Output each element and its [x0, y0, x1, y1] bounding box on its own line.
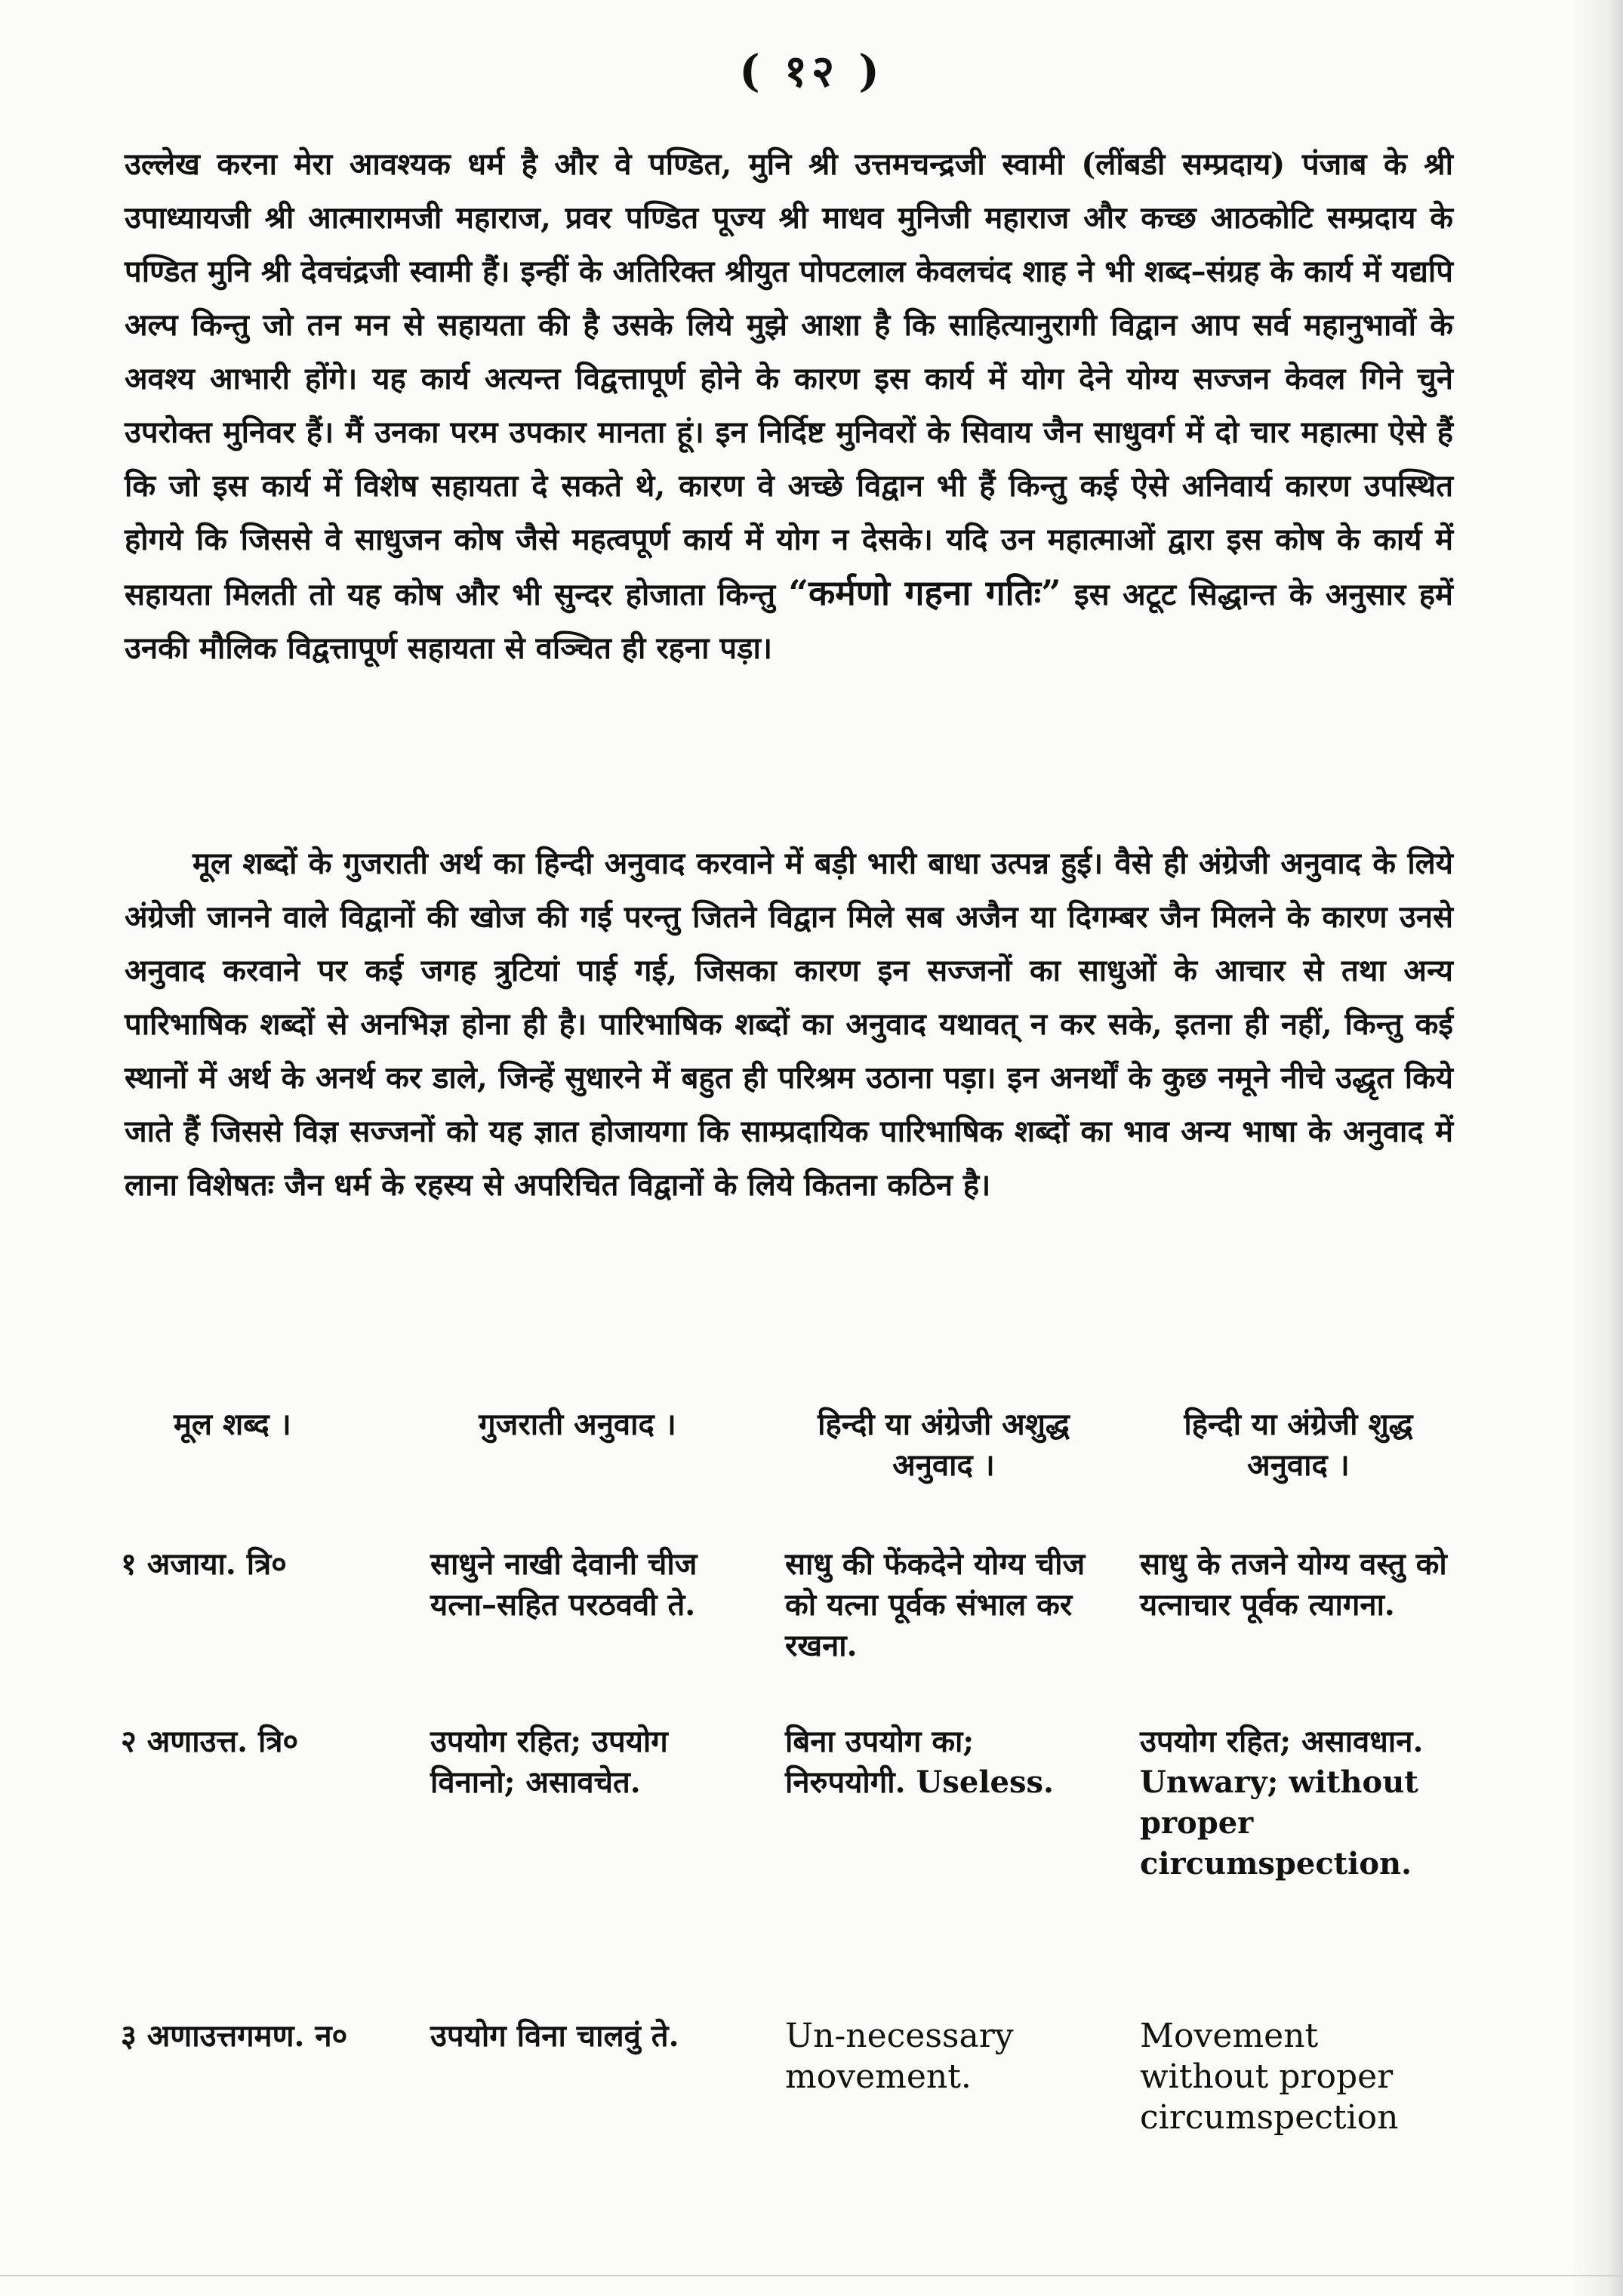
original-word: ३ अणाउत्तगमण. न०: [121, 2018, 348, 2054]
gujarati-translation: साधुने नाखी देवानी चीज यत्ना–सहित परठववी ते.: [430, 1546, 698, 1623]
correct-translation: साधु के तजने योग्य वस्तु को यत्नाचार पूर्वक त्यागना.: [1140, 1546, 1447, 1623]
gujarati-translation: उपयोग विना चालवुं ते.: [430, 2018, 679, 2054]
header-original-word: मूल शब्द ।: [174, 1407, 291, 1442]
correct-translation: उपयोग रहित; असावधान. Unwary; without proper circumspection.: [1140, 1724, 1424, 1881]
header-correct-translation: हिन्दी या अंग्रेजी शुद्ध अनुवाद ।: [1184, 1407, 1413, 1483]
incorrect-translation: बिना उपयोग का; निरुपयोगी. Useless.: [785, 1724, 1054, 1800]
page-edge-shadow: [1570, 0, 1623, 2296]
header-incorrect-translation: हिन्दी या अंग्रेजी अशुद्ध अनुवाद ।: [818, 1407, 1070, 1483]
sanskrit-quote: “कर्मणो गहना गतिः”: [788, 572, 1061, 613]
paragraph-1-text: उल्लेख करना मेरा आवश्यक धर्म है और वे पण्डित, मुनि श्री उत्तमचन्द्रजी स्वामी (लींबडी सम्प्रदाय) पंजाब के श्री उपाध्यायजी श्री आत्मारामजी महाराज, प्रवर पण्डित पूज्य श्री माधव मुनिजी महाराज और कच्छ आठकोटि सम्प्रदाय के पण्डित मुनि श्री देवचंद्रजी स्वामी हैं। इन्हीं के अतिरिक्त श्रीयुत पोपटलाल केवलचंद शाह ने भी शब्द–संग्रह के कार्य में यद्यपि अल्प किन्तु जो तन मन से सहायता की है उसके लिये मुझे आशा है कि साहित्यानुरागी विद्वान आप सर्व महानुभावों के अवश्य आभारी होंगे। यह कार्य अत्यन्त विद्वत्तापूर्ण होने के कारण इस कार्य में योग देने योग्य सज्जन केवल गिने चुने उपरोक्त मुनिवर हैं। मैं उनका परम उपकार मानता हूं। इन निर्दिष्ट मुनिवरों के सिवाय जैन साधुवर्ग में दो चार महात्मा ऐसे हैं कि जो इस कार्य में विशेष सहायता दे सकते थे, कारण वे अच्छे विद्वान भी हैं किन्तु कई ऐसे अनिवार्य कारण उपस्थित होगये कि जिससे वे साधुजन कोष जैसे महत्वपूर्ण कार्य में योग न देसके। यदि उन महात्माओं द्वारा इस कोष के कार्य में सहायता मिलती तो यह कोष और भी सुन्दर होजाता किन्तु: [125, 146, 1453, 612]
bottom-rule: [0, 2275, 1623, 2276]
incorrect-translation: साधु की फेंकदेने योग्य चीज को यत्ना पूर्वक संभाल कर रखना.: [785, 1546, 1086, 1663]
correct-translation: Movement without proper circumspection: [1140, 2017, 1399, 2137]
gujarati-translation: उपयोग रहित; उपयोग विनानो; असावचेत.: [430, 1724, 668, 1800]
incorrect-translation: Un-necessary movement.: [785, 2017, 1014, 2096]
original-word: २ अणाउत्त. त्रि०: [121, 1724, 299, 1759]
paragraph-translation-difficulty: मूल शब्दों के गुजराती अर्थ का हिन्दी अनुवाद करवाने में बड़ी भारी बाधा उत्पन्न हुई। वैसे ही अंग्रेजी अनुवाद के लिये अंग्रेजी जानने वाले विद्वानों की खोज की गई परन्तु जितने विद्वान मिले सब अजैन या दिगम्बर जैन मिलने के कारण उनसे अनुवाद करवाने पर कई जगह त्रुटियां पाई गई, जिसका कारण इन सज्जनों का साधुओं के आचार से तथा अन्य पारिभाषिक शब्दों से अनभिज्ञ होना ही है। पारिभाषिक शब्दों का अनुवाद यथावत् न कर सके, इतना ही नहीं, किन्तु कई स्थानों में अर्थ के अनर्थ कर डाले, जिन्हें सुधारने में बहुत ही परिश्रम उठाना पड़ा। इन अनर्थों के कुछ नमूने नीचे उद्धृत किये जाते हैं जिससे विज्ञ सज्जनों को यह ज्ञात होजायगा कि साम्प्रदायिक पारिभाषिक शब्दों का भाव अन्य भाषा के अनुवाद में लाना विशेषतः जैन धर्म के रहस्य से अपरिचित विद्वानों के लिये कितना कठिन है।: [125, 846, 1453, 1203]
paragraph-1-end: इस अटूट सिद्धान्त के अनुसार हमें उनकी मौलिक विद्वत्तापूर्ण सहायता से वञ्चित ही रहना पड़ा।: [125, 577, 1453, 666]
page-number: ( १२ ): [739, 45, 884, 97]
original-word: १ अजाया. त्रि०: [121, 1546, 287, 1582]
header-gujarati-translation: गुजराती अनुवाद ।: [479, 1407, 676, 1442]
paragraph-acknowledgement: [125, 137, 1453, 675]
